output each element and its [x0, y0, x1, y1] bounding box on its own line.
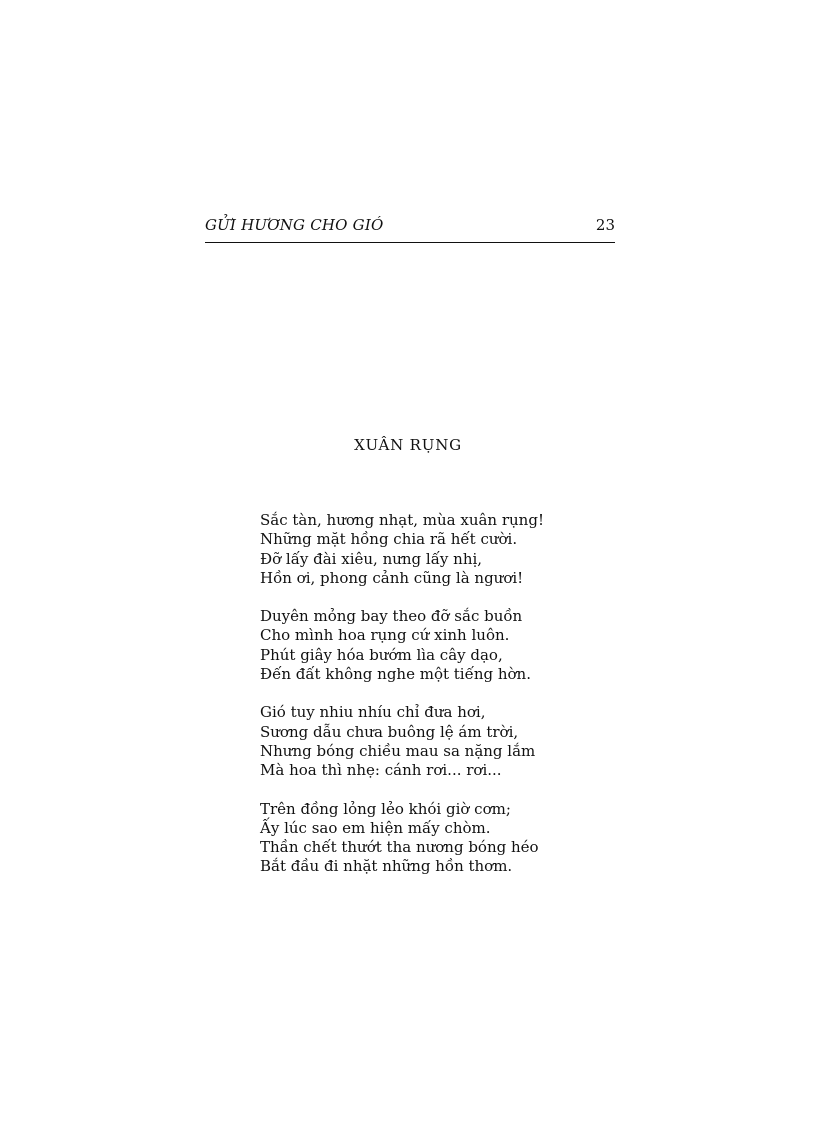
- poem-line: Đến đất không nghe một tiếng hờn.: [260, 665, 531, 684]
- poem-line: Đỡ lấy đài xiêu, nưng lấy nhị,: [260, 549, 483, 568]
- poem-line: Sương dẫu chưa buông lệ ám trời,: [260, 722, 519, 741]
- poem-line: Mà hoa thì nhẹ: cánh rơi... rơi...: [260, 761, 502, 780]
- poem-line: Những mặt hồng chia rã hết cười.: [260, 530, 518, 549]
- page-header: [205, 216, 615, 243]
- poem-line: Hồn ơi, phong cảnh cũng là ngươi!: [260, 568, 524, 587]
- page-number: 23: [595, 216, 615, 234]
- poem-line: Duyên mỏng bay theo đỡ sắc buồn: [260, 607, 523, 626]
- poem-line: Thần chết thướt tha nương bóng héo: [260, 838, 539, 857]
- poem-line: Trên đồng lỏng lẻo khói giờ cơm;: [260, 799, 511, 818]
- poem-line: Nhưng bóng chiều mau sa nặng lắm: [260, 741, 536, 760]
- poem-line: Gió tuy nhiu nhíu chỉ đưa hơi,: [260, 703, 486, 722]
- stanza-2: [260, 607, 620, 684]
- poem-line: Phút giây hóa bướm lìa cây dạo,: [260, 645, 503, 664]
- stanza-3: [260, 703, 620, 780]
- running-title: GỬI HƯƠNG CHO GIÓ: [205, 216, 384, 234]
- poem-line: Bắt đầu đi nhặt những hồn thơm.: [260, 857, 513, 876]
- poem-line: Ấy lúc sao em hiện mấy chòm.: [260, 818, 491, 837]
- stanza-1: [260, 511, 620, 588]
- poem-line: Cho mình hoa rụng cứ xinh luôn.: [260, 626, 510, 645]
- stanza-4: [260, 800, 620, 877]
- poem-line: Sắc tàn, hương nhạt, mùa xuân rụng!: [260, 511, 544, 529]
- poem-title: XUÂN RỤNG: [354, 436, 462, 454]
- poem-body: [260, 511, 620, 896]
